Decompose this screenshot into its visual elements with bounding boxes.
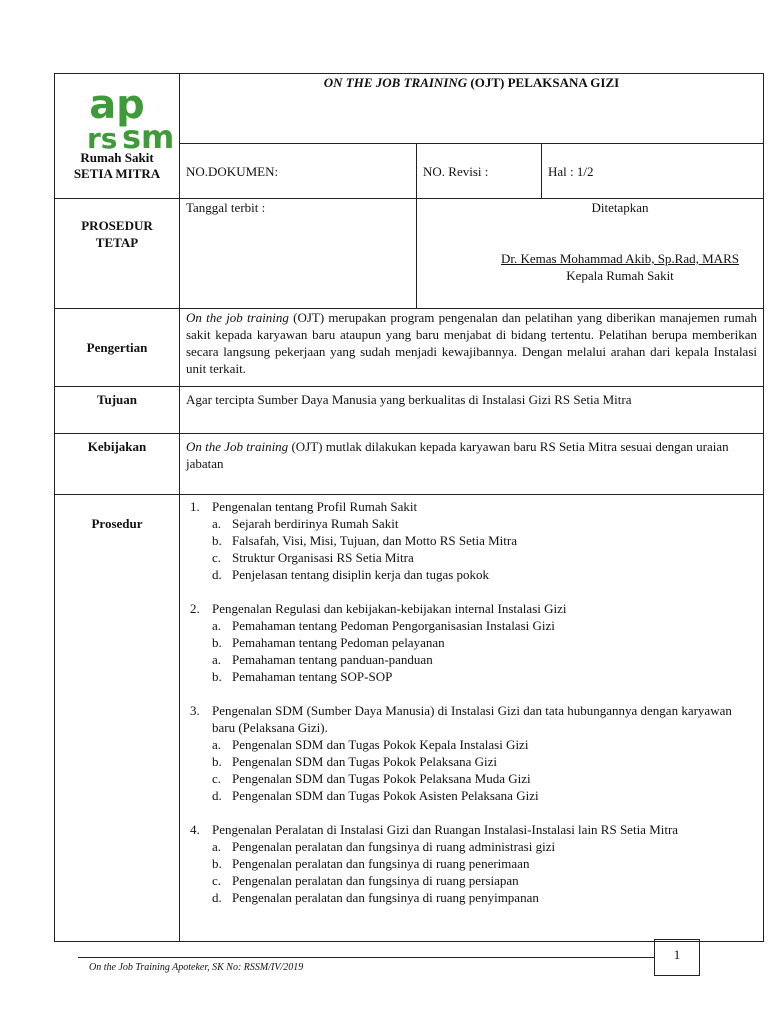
- prosedur-subitem-letter: c.: [212, 873, 222, 888]
- svg-text:sm: sm: [122, 118, 173, 152]
- prosedur-subitem-text: Pengenalan SDM dan Tugas Pokok Pelaksana Gizi: [232, 754, 498, 769]
- ditetapkan-label: Ditetapkan: [591, 200, 649, 215]
- list-spacer: [186, 804, 757, 821]
- prosedur-subitem: [212, 566, 757, 583]
- prosedur-subitem-letter: a.: [212, 737, 222, 752]
- prosedur-item: [186, 821, 757, 906]
- prosedur-item-number: 1.: [190, 499, 200, 514]
- tujuan-text: Agar tercipta Sumber Daya Manusia yang berkualitas di Instalasi Gizi RS Setia Mitra: [180, 387, 764, 434]
- tujuan-label: Tujuan: [55, 387, 180, 434]
- org-line2: SETIA MITRA: [73, 166, 161, 181]
- prosedur-subitem-letter: a.: [212, 839, 222, 854]
- prosedur-subitem-letter: a.: [212, 652, 222, 667]
- prosedur-subitem: [212, 736, 757, 753]
- pengertian-text: On the job training (OJT) merupakan program pengenalan dan pelatihan yang diberikan manajemen rumah sakit kepada karyawan baru ataupun yang baru menjabat di bidang tertentu. Pelatihan berupa memberikan secara langsung pekerjaan yang sudah menjadi kewajibannya. Dengan melalui arahan dari kepala Instalasi unit terkait.: [180, 309, 764, 387]
- prosedur-subitem-text: Pemahaman tentang SOP-SOP: [232, 669, 393, 684]
- prosedur-subitem-text: Pengenalan peralatan dan fungsinya di ruang penerimaan: [232, 856, 530, 871]
- prosedur-subitem: [212, 668, 757, 685]
- prosedur-subitem-letter: d.: [212, 788, 222, 803]
- prosedur-item-number: 4.: [190, 822, 200, 837]
- prosedur-list: [186, 498, 757, 906]
- prosedur-item: [186, 498, 757, 583]
- prosedur-subitem-text: Pemahaman tentang Pedoman pelayanan: [232, 635, 445, 650]
- prosedur-subitem: [212, 838, 757, 855]
- prosedur-subitem-letter: d.: [212, 890, 222, 905]
- prosedur-subitem: [212, 872, 757, 889]
- prosedur-subitem: [212, 855, 757, 872]
- prosedur-label: Prosedur: [55, 495, 180, 942]
- ditetapkan-cell: [417, 199, 764, 309]
- no-dokumen: NO.DOKUMEN:: [180, 144, 417, 199]
- prosedur-item-text: Pengenalan Regulasi dan kebijakan-kebijakan internal Instalasi Gizi: [212, 601, 567, 616]
- prosedur-subitem-text: Pengenalan peralatan dan fungsinya di ruang administrasi gizi: [232, 839, 556, 854]
- kebijakan-label: Kebijakan: [55, 434, 180, 495]
- footer-divider: [78, 957, 654, 958]
- prosedur-item-text: Pengenalan SDM (Sumber Daya Manusia) di Instalasi Gizi dan tata hubungannya dengan karyawan baru (Pelaksana Gizi).: [212, 703, 732, 735]
- svg-text:ap: ap: [89, 82, 145, 128]
- logo-cell: [55, 74, 180, 199]
- prosedur-subitem-text: Pengenalan SDM dan Tugas Pokok Kepala Instalasi Gizi: [232, 737, 529, 752]
- pengertian-label: Pengertian: [55, 309, 180, 387]
- prosedur-subitem: [212, 651, 757, 668]
- prosedur-subitem-text: Pengenalan SDM dan Tugas Pokok Asisten Pelaksana Gizi: [232, 788, 539, 803]
- title-italic: ON THE JOB TRAINING: [323, 75, 468, 90]
- prosedur-subitem: [212, 515, 757, 532]
- prosedur-subitem: [212, 787, 757, 804]
- prosedur-subitem: [212, 532, 757, 549]
- footer-text: On the Job Training Apoteker, SK No: RSSM/IV/2019: [89, 962, 304, 973]
- kebijakan-text: On the Job training (OJT) mutlak dilakukan kepada karyawan baru RS Setia Mitra sesuai dengan uraian jabatan: [180, 434, 764, 495]
- prosedur-subitem-letter: a.: [212, 618, 222, 633]
- prosedur-subitem-letter: d.: [212, 567, 222, 582]
- org-name: [61, 150, 173, 182]
- signatory-title: Kepala Rumah Sakit: [566, 268, 674, 283]
- prosedur-subitem-letter: c.: [212, 771, 222, 786]
- prosedur-subitem: [212, 634, 757, 651]
- document-title: [180, 74, 764, 144]
- prosedur-subitem-text: Penjelasan tentang disiplin kerja dan tugas pokok: [232, 567, 490, 582]
- prosedur-subitem-letter: b.: [212, 856, 222, 871]
- prosedur-subitem-text: Pengenalan peralatan dan fungsinya di ruang penyimpanan: [232, 890, 539, 905]
- page-number: 1: [654, 939, 700, 976]
- prosedur-subitem-text: Falsafah, Visi, Misi, Tujuan, dan Motto RS Setia Mitra: [232, 533, 517, 548]
- prosedur-item-text: Pengenalan Peralatan di Instalasi Gizi dan Ruangan Instalasi-Instalasi lain RS Setia Mitra: [212, 822, 679, 837]
- prosedur-item-number: 2.: [190, 601, 200, 616]
- prosedur-subitem-letter: b.: [212, 754, 222, 769]
- prosedur-subitem-text: Pengenalan peralatan dan fungsinya di ruang persiapan: [232, 873, 519, 888]
- prosedur-item: [186, 702, 757, 804]
- list-spacer: [186, 685, 757, 702]
- prosedur-subitem-letter: b.: [212, 669, 222, 684]
- list-spacer: [186, 583, 757, 600]
- rssm-logo: [61, 74, 173, 152]
- tanggal-terbit: Tanggal terbit :: [180, 199, 417, 309]
- prosedur-subitem-text: Sejarah berdirinya Rumah Sakit: [232, 516, 399, 531]
- sop-table: [54, 73, 764, 942]
- no-revisi: NO. Revisi :: [417, 144, 542, 199]
- prosedur-subitem: [212, 617, 757, 634]
- title-rest: (OJT) PELAKSANA GIZI: [467, 75, 620, 90]
- prosedur-item-text: Pengenalan tentang Profil Rumah Sakit: [212, 499, 418, 514]
- prosedur-subitem: [212, 549, 757, 566]
- org-line1: Rumah Sakit: [80, 150, 154, 165]
- prosedur-subitem-letter: b.: [212, 635, 222, 650]
- prosedur-subitem-letter: b.: [212, 533, 222, 548]
- prosedur-subitem-letter: a.: [212, 516, 222, 531]
- prosedur-subitem: [212, 753, 757, 770]
- prosedur-subitem-text: Pengenalan SDM dan Tugas Pokok Pelaksana Muda Gizi: [232, 771, 531, 786]
- prosedur-content: [180, 495, 764, 942]
- svg-text:rs: rs: [87, 122, 118, 152]
- hal: Hal : 1/2: [542, 144, 764, 199]
- prosedur-subitem-text: Struktur Organisasi RS Setia Mitra: [232, 550, 414, 565]
- prosedur-subitem-text: Pemahaman tentang panduan-panduan: [232, 652, 433, 667]
- signatory-name: Dr. Kemas Mohammad Akib, Sp.Rad, MARS: [501, 251, 739, 266]
- prosedur-subitem-letter: c.: [212, 550, 222, 565]
- prosedur-subitem: [212, 770, 757, 787]
- protap-label: PROSEDUR TETAP: [55, 199, 180, 309]
- prosedur-item-number: 3.: [190, 703, 200, 718]
- prosedur-subitem-text: Pemahaman tentang Pedoman Pengorganisasian Instalasi Gizi: [232, 618, 555, 633]
- prosedur-item: [186, 600, 757, 685]
- prosedur-subitem: [212, 889, 757, 906]
